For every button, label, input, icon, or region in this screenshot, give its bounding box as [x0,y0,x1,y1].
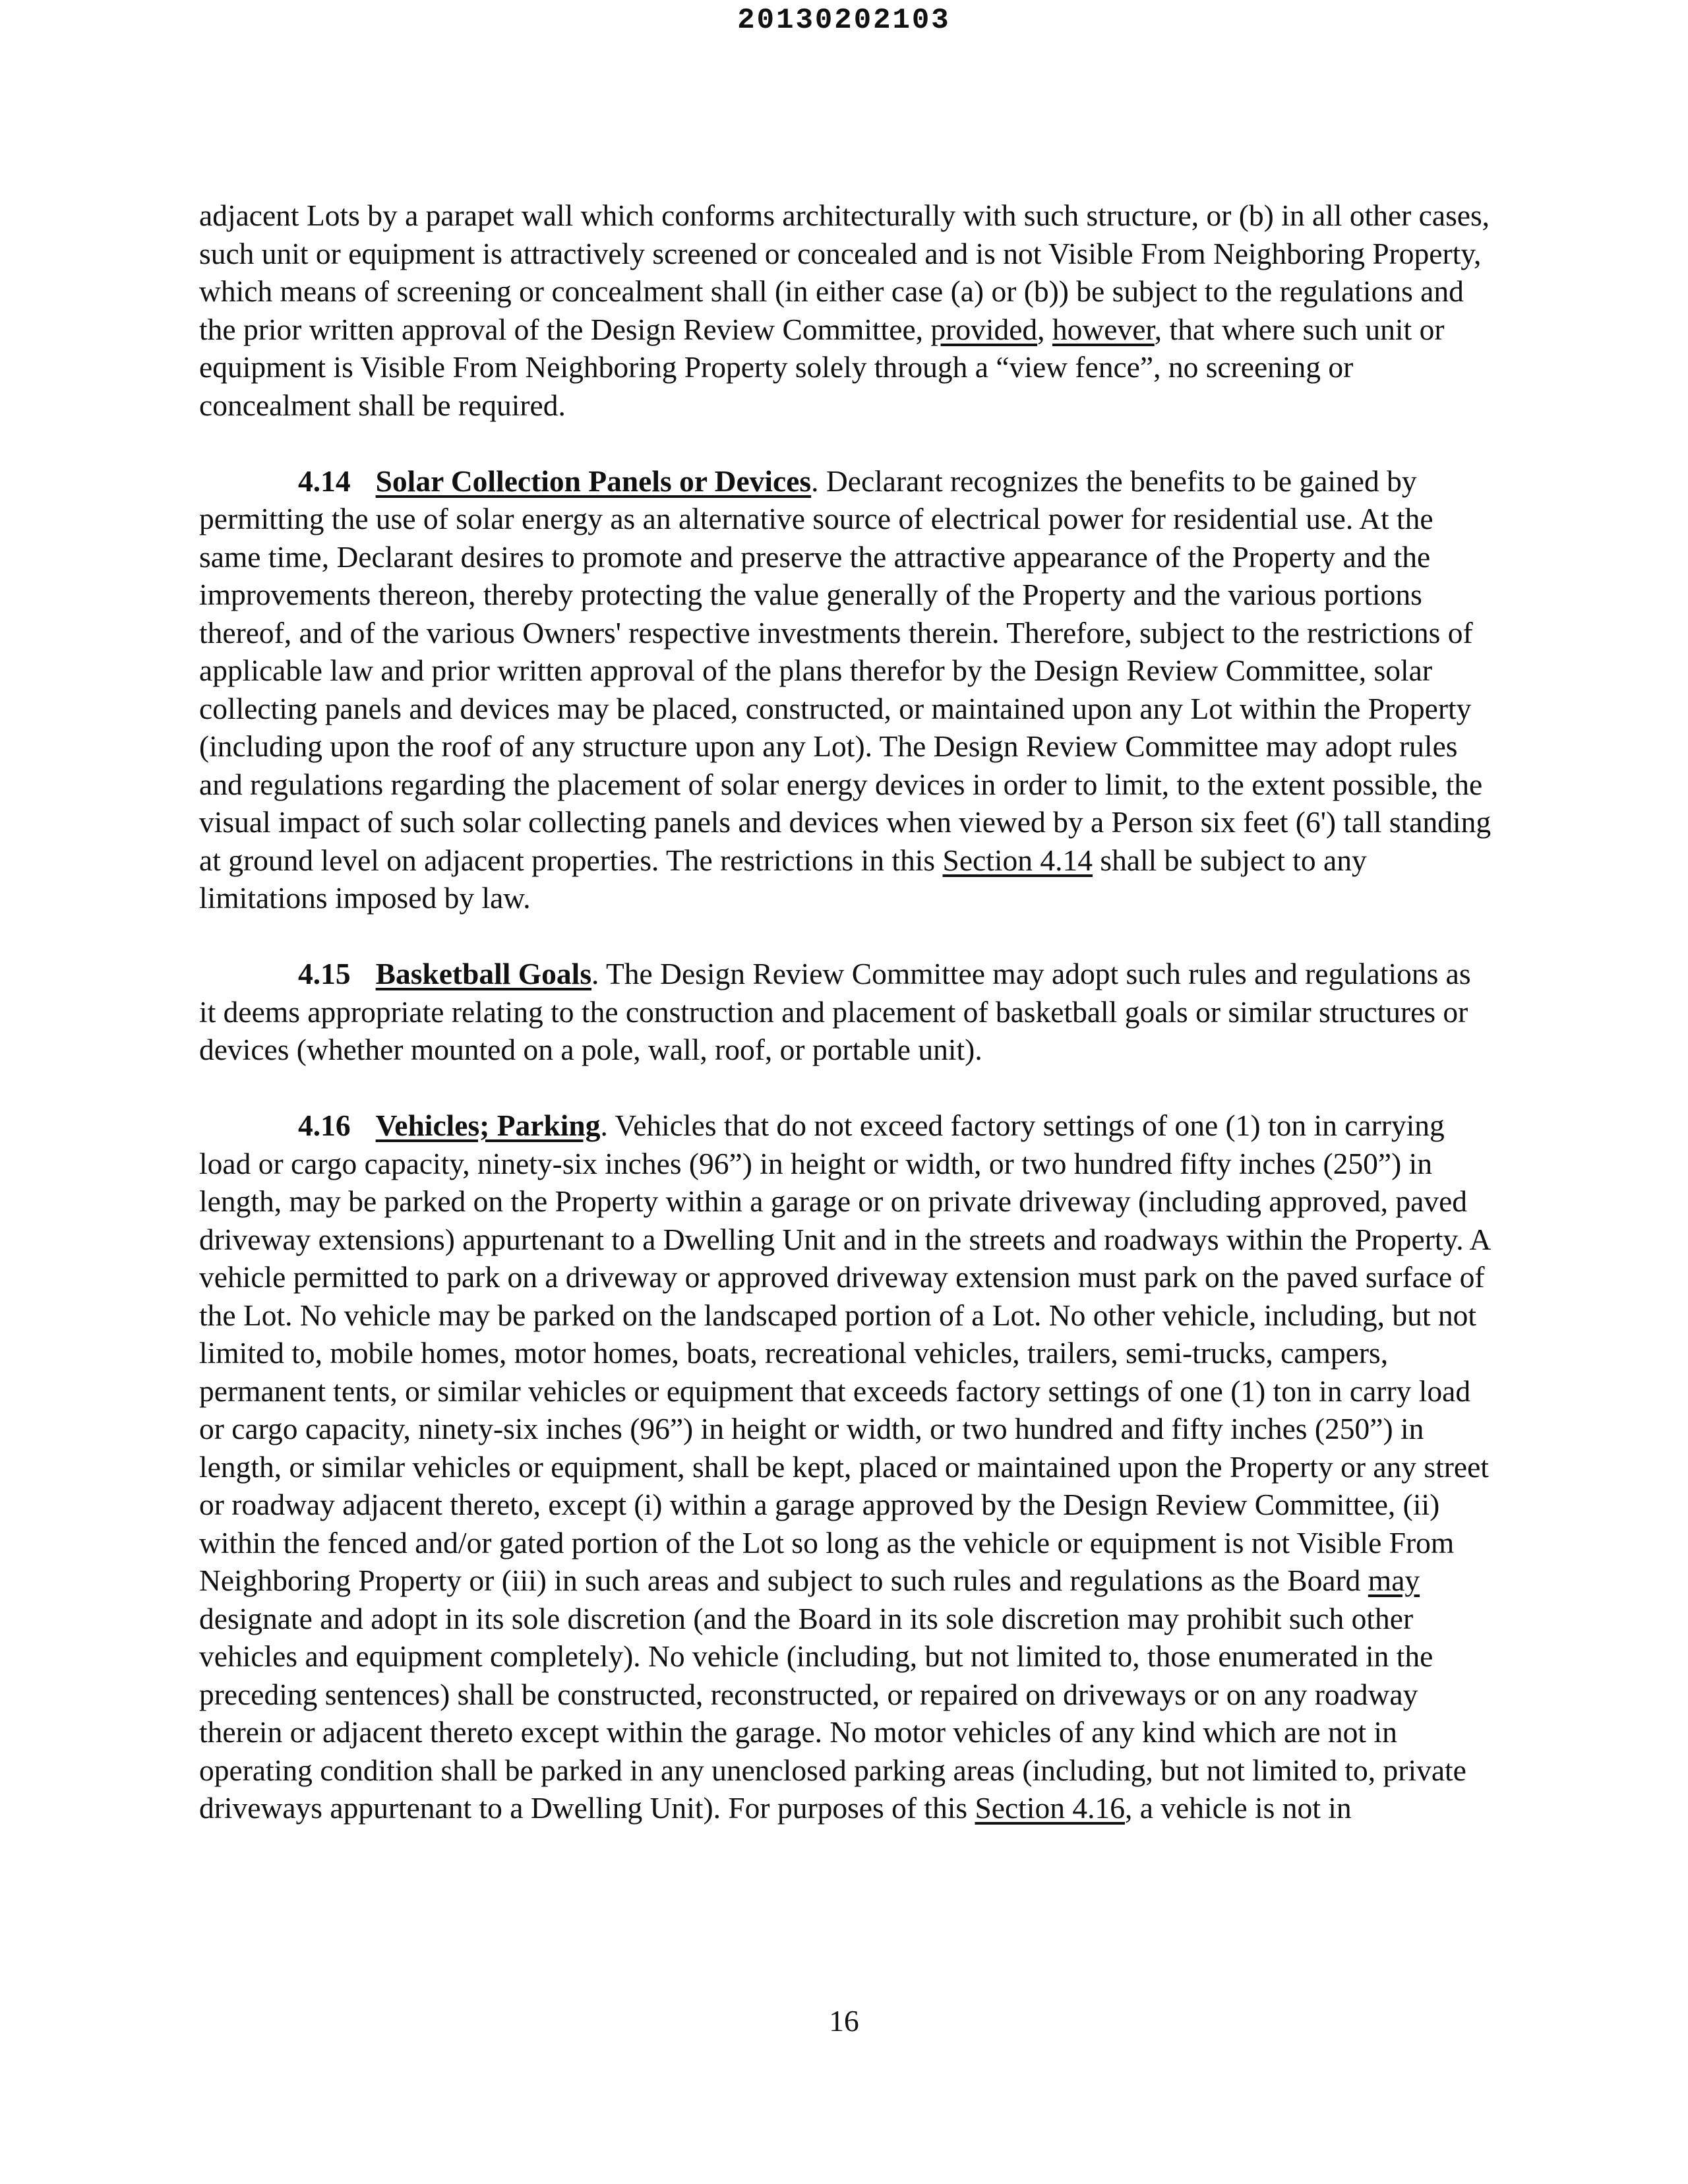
paragraph-text: adjacent Lots by a parapet wall which conforms architecturally with such structure, or (b) in all other cases, such unit or equipment is attractively screened or concealed and is not Visible From Neighboring Property, which means of screening or concealment shall (in either case (a) or (b)) be subject to the regulations and the prior written approval of the Design Review Committee, [199,198,1490,346]
section-text: shall be subject to any limitations imposed by law. [199,843,1367,915]
section-text: , a vehicle is not in [1124,1791,1352,1825]
section-number: 4.16 [298,1108,351,1142]
however-term: however [1052,312,1155,346]
section-reference: Section 4.16 [975,1791,1125,1825]
section-reference: Section 4.14 [942,843,1093,877]
section-text: . The Design Review Committee may adopt such rules and regulations as it deems appropriate relating to the construction and placement of basketball goals or similar structures or devices (whether mounted on a pole, wall, roof, or portable unit). [199,957,1471,1066]
page-number: 16 [829,2004,859,2038]
paragraph-continuation [199,197,1492,424]
may-term: may [1368,1563,1420,1597]
section-text: . Declarant recognizes the benefits to be gained by permitting the use of solar energy as an alternative source of electrical power for residential use. At the same time, Declarant desires to promote and preserve the attractive appearance of the Property and the improvements thereon, thereby protecting the value generally of the Property and the various portions thereof, and of the various Owners' respective investments therein. Therefore, subject to the restrictions of applicable law and prior written approval of the plans therefor by the Design Review Committee, solar collecting panels and devices may be placed, constructed, or maintained upon any Lot within the Property (including upon the roof of any structure upon any Lot). The Design Review Committee may adopt rules and regulations regarding the placement of solar energy devices in order to limit, to the extent possible, the visual impact of such solar collecting panels and devices when viewed by a Person six feet (6') tall standing at ground level on adjacent properties. The restrictions in this [199,464,1492,877]
section-4-16 [199,1107,1492,1827]
section-text: designate and adopt in its sole discretion (and the Board in its sole discretion may prohibit such other vehicles and equipment completely). No vehicle (including, but not limited to, those enumerated in the preceding sentences) shall be constructed, reconstructed, or repaired on driveways or on any roadway therein or adjacent thereto except within the garage. No motor vehicles of any kind which are not in operating condition shall be parked in any unenclosed parking areas (including, but not limited to, private driveways appurtenant to a Dwelling Unit). For purposes of this [199,1601,1466,1825]
document-body [199,197,1492,1827]
section-4-15 [199,955,1492,1069]
section-number: 4.15 [298,957,351,990]
document-number: 20130202103 [737,4,951,37]
section-title: Vehicles; Parking [375,1108,601,1142]
section-text: . Vehicles that do not exceed factory settings of one (1) ton in carrying load or cargo capacity, ninety-six inches (96”) in height or width, or two hundred fifty inches (250”) in length, may be parked on the Property within a garage or on private driveway (including approved, paved driveway extensions) appurtenant to a Dwelling Unit and in the streets and roadways within the Property. A vehicle permitted to park on a driveway or approved driveway extension must park on the paved surface of the Lot. No vehicle may be parked on the landscaped portion of a Lot. No other vehicle, including, but not limited to, mobile homes, motor homes, boats, recreational vehicles, trailers, semi-trucks, campers, permanent tents, or similar vehicles or equipment that exceeds factory settings of one (1) ton in carry load or cargo capacity, ninety-six inches (96”) in height or width, or two hundred and fifty inches (250”) in length, or similar vehicles or equipment, shall be kept, placed or maintained upon the Property or any street or roadway adjacent thereto, except (i) within a garage approved by the Design Review Committee, (ii) within the fenced and/or gated portion of the Lot so long as the vehicle or equipment is not Visible From Neighboring Property or (iii) in such areas and subject to such rules and regulations as the Board [199,1108,1490,1597]
section-4-14 [199,462,1492,917]
provided-term: provided [930,312,1038,346]
paragraph-text: , [1037,312,1052,346]
section-title: Basketball Goals [375,957,592,990]
paragraph-text: , that where such unit or equipment is Visible From Neighboring Property solely through a “view fence”, no screening or concealment shall be required. [199,312,1445,422]
section-title: Solar Collection Panels or Devices [375,464,812,498]
section-number: 4.14 [298,464,351,498]
